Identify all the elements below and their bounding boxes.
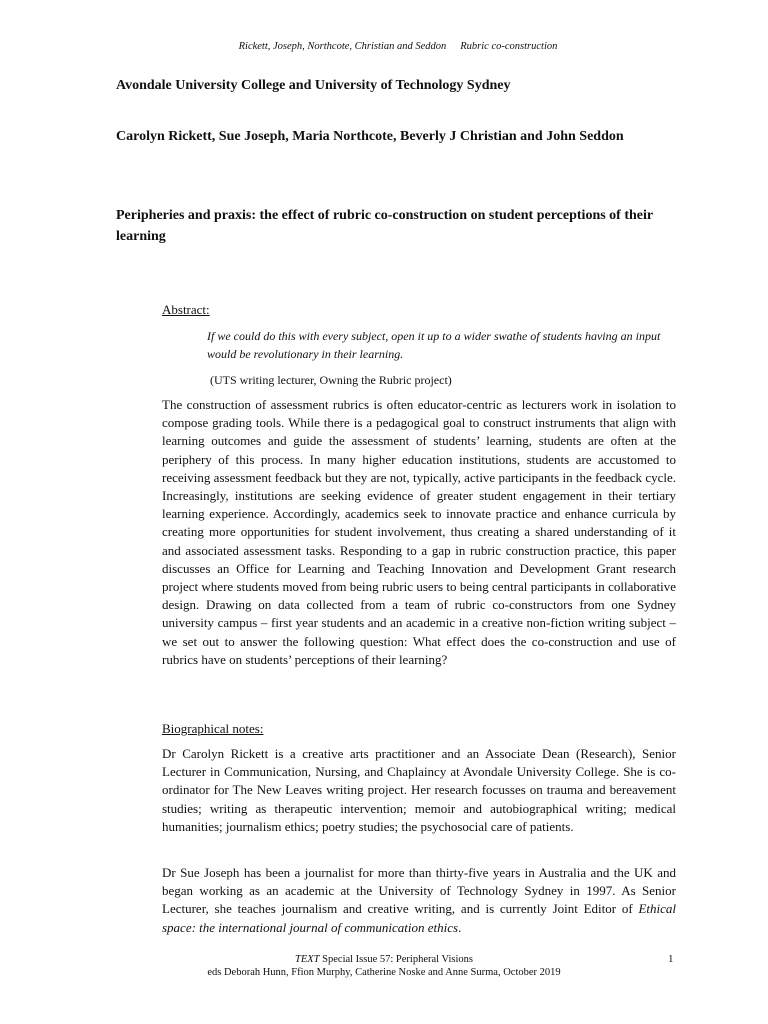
bio-joseph (162, 864, 676, 937)
epigraph-source: (UTS writing lecturer, Owning the Rubric project) (210, 373, 452, 387)
bio-rickett (162, 745, 676, 836)
abstract-heading: Abstract: (162, 302, 210, 317)
page-footer (0, 953, 768, 979)
page-number: 1 (668, 953, 674, 965)
bio-joseph-text: Dr Sue Joseph has been a journalist for more than thirty-five years in Australia and the UK and began working as an academic at the University of Technology Sydney in 1997. As Senior Lecturer, she teaches journalism and creative writing, and is currently Joint Editor of (162, 865, 676, 917)
institution: Avondale University College and University of Technology Sydney (116, 78, 511, 93)
paper-title: Peripheries and praxis: the effect of rubric co-construction on student perceptions of their learning (116, 208, 653, 244)
running-header-short-title: Rubric co-construction (460, 41, 558, 52)
footer-issue-line (0, 953, 768, 966)
biographical-notes-heading: Biographical notes: (162, 721, 264, 736)
bio-paragraph-rickett: Dr Carolyn Rickett is a creative arts practitioner and an Associate Dean (Research), Senior Lecturer in Communication, Nursing, and Chaplaincy at Avondale University College. She is co-ordinator for The New Leaves writing project. Her research focusses on trauma and bereavement studies; writing as therapeutic intervention; memoir and autobiographical writing; medical humanities; journalism ethics; poetry studies; the psychosocial care of patients. (162, 746, 676, 834)
footer-editors: eds Deborah Hunn, Ffion Murphy, Catherine Noske and Anne Surma, October 2019 (207, 967, 561, 978)
abstract-body (162, 396, 676, 669)
footer-journal-name: TEXT (295, 954, 320, 965)
bio-joseph-journal-title: Ethical space: the international journal of communication ethics (162, 901, 676, 935)
epigraph-quote: If we could do this with every subject, open it up to a wider swathe of students having an input would be revolutionary in their learning. (207, 329, 661, 361)
bio-joseph-end: . (458, 919, 462, 935)
bio-paragraph-joseph (162, 864, 676, 937)
author-list: Carolyn Rickett, Sue Joseph, Maria Northcote, Beverly J Christian and John Seddon (116, 129, 624, 144)
abstract-paragraph: The construction of assessment rubrics is often educator-centric as lecturers work in isolation to compose grading tools. While there is a pedagogical goal to construct instruments that align with learning outcomes and guide the assessment of students’ learning, students are often at the periphery of this process. In many higher education institutions, students are accustomed to receiving assessment feedback but they are not, typically, active participants in the feedback cycle. Increasingly, institutions are seeking evidence of greater student engagement in their tertiary learning experience. Accordingly, academics seek to innovate practice and enhance curricula by creating more opportunities for student involvement, thus creating a shared understanding of it and associated assessment tasks. Responding to a gap in rubric construction practice, this paper discusses an Office for Learning and Teaching Innovation and Development Grant research project where students moved from being rubric users to being central participants in collaborative design. Drawing on data collected from a team of rubric co-constructors from one Sydney university campus – first year students and an academic in a creative non-fiction writing subject – we set out to answer the following question: What effect does the co-construction and use of rubrics have on students’ perceptions of their learning? (162, 397, 676, 667)
footer-issue: Special Issue 57: Peripheral Visions (319, 954, 473, 965)
running-header (0, 41, 768, 52)
running-header-authors: Rickett, Joseph, Northcote, Christian and Seddon (238, 41, 447, 52)
